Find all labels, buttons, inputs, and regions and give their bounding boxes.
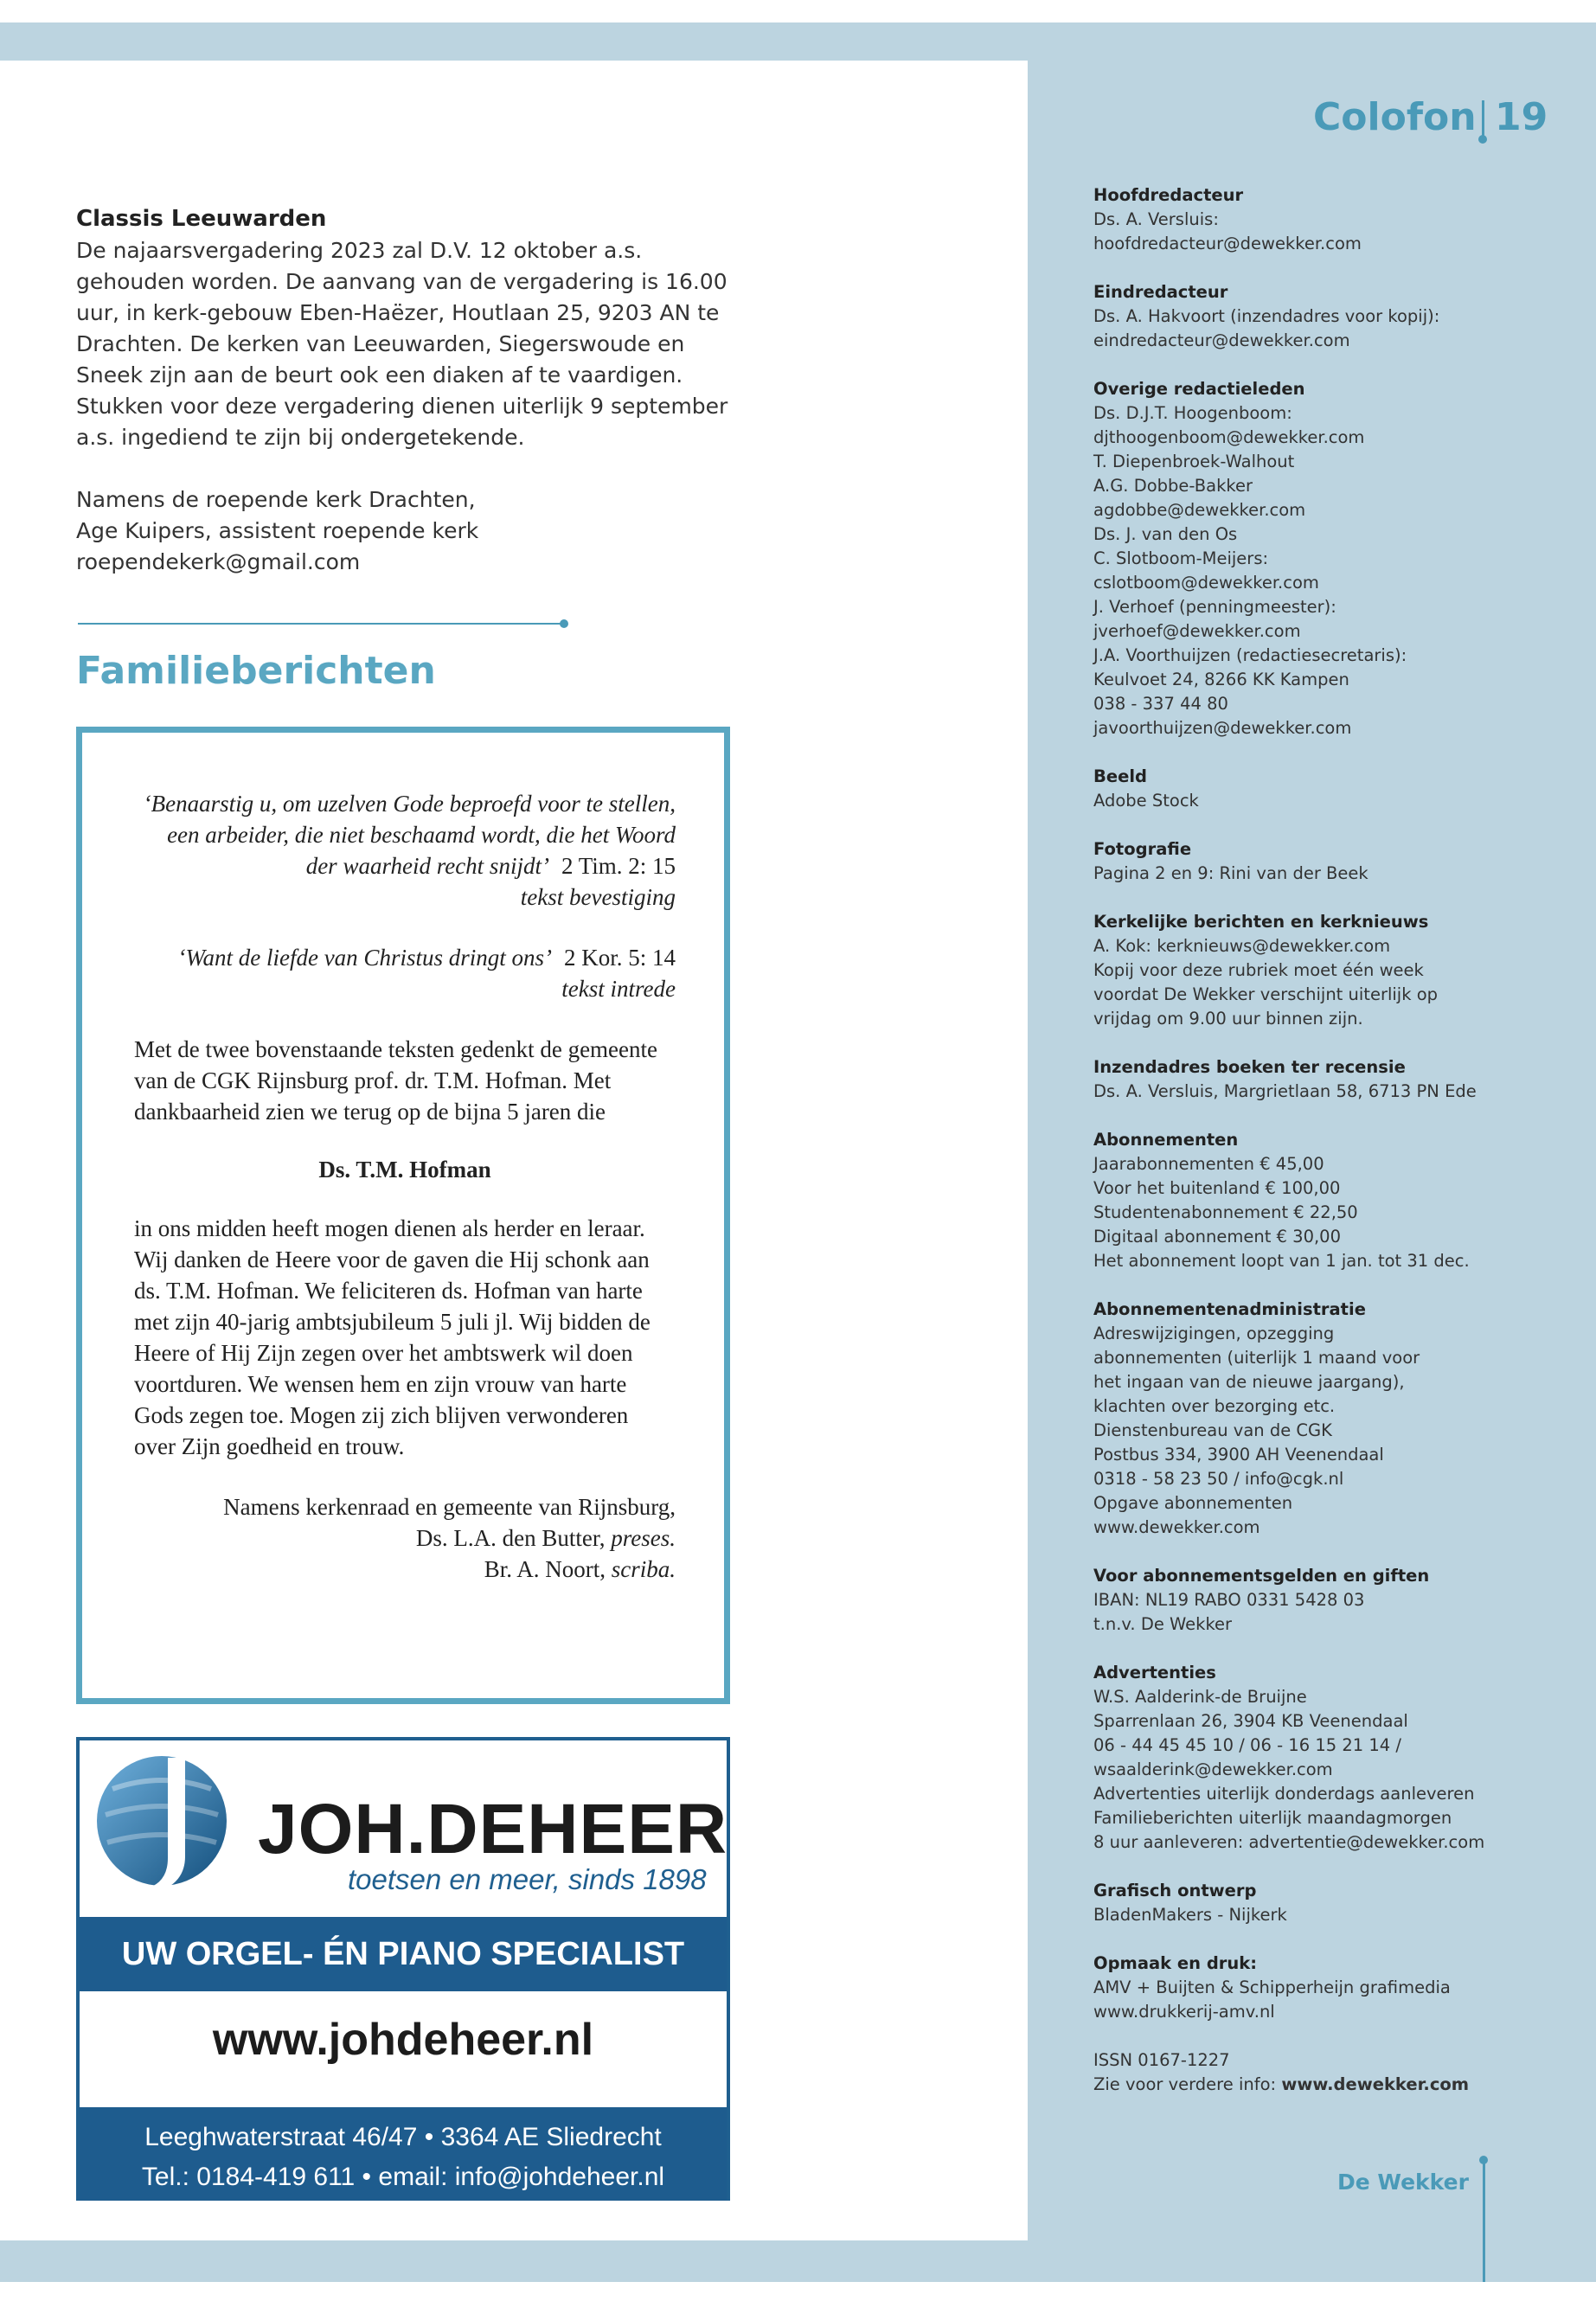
quote-reference: 2 Kor. 5: 14	[563, 945, 676, 971]
colofon-block	[1093, 377, 1526, 740]
specialist-banner: UW ORGEL- ÉN PIANO SPECIALIST	[80, 1917, 727, 1991]
block-line: J. Verhoef (penningmeester):	[1093, 597, 1336, 617]
closing-line	[134, 1522, 676, 1554]
block-line: Digitaal abonnement € 30,00	[1093, 1227, 1341, 1247]
block-line: A.G. Dobbe-Bakker	[1093, 476, 1253, 496]
block-title: Hoofdredacteur	[1093, 185, 1244, 205]
block-line: W.S. Aalderink-de Bruijne	[1093, 1687, 1307, 1707]
closing-line: Namens kerkenraad en gemeente van Rijnsburg,	[223, 1494, 676, 1520]
brand-tagline: toetsen en meer, sinds 1898	[348, 1863, 707, 1895]
block-line: Ds. A. Hakvoort (inzendadres voor kopij):	[1093, 306, 1440, 326]
quote-reference: 2 Tim. 2: 15	[561, 853, 676, 879]
block-line: Postbus 334, 3900 AH Veenendaal	[1093, 1445, 1384, 1465]
block-line: Kopij voor deze rubriek moet één week	[1093, 960, 1424, 980]
block-line: AMV + Buijten & Schipperheijn grafimedia	[1093, 1977, 1451, 1997]
website-link[interactable]: www.johdeheer.nl	[212, 2015, 594, 2065]
heading-separator	[1482, 100, 1484, 138]
block-title: Advertenties	[1093, 1663, 1216, 1682]
signature-email: roependekerk@gmail.com	[76, 549, 361, 574]
block-email: hoofdredacteur@dewekker.com	[1093, 234, 1362, 253]
colofon-heading: Colofon	[1313, 95, 1477, 139]
block-line: Keulvoet 24, 8266 KK Kampen	[1093, 670, 1349, 689]
block-line: Advertenties uiterlijk donderdags aanleveren	[1093, 1784, 1475, 1804]
block-title: Fotografie	[1093, 839, 1192, 859]
contact-block	[80, 2107, 727, 2201]
announcement-intro: Met de twee bovenstaande teksten gedenkt de gemeente van de CGK Rijnsburg prof. dr. T.M. Hofman. Met dankbaarheid zien we terug op de bijna 5 jaren die	[134, 1036, 658, 1125]
footer-rule-dot	[1479, 2156, 1488, 2164]
block-line: djthoogenboom@dewekker.com	[1093, 427, 1365, 447]
block-line: www.dewekker.com	[1093, 1517, 1260, 1537]
block-title: Voor abonnementsgelden en giften	[1093, 1566, 1430, 1586]
block-title: Abonnementenadministratie	[1093, 1299, 1366, 1319]
footer-rule	[1483, 2159, 1485, 2282]
address-line: Leeghwaterstraat 46/47 • 3364 AE Sliedrecht	[144, 2123, 662, 2151]
closing-role: scriba.	[611, 1556, 676, 1582]
signature-line: Namens de roepende kerk Drachten,	[76, 487, 476, 512]
colofon-block	[1093, 1128, 1526, 1273]
block-title: Eindredacteur	[1093, 282, 1228, 302]
block-line: t.n.v. De Wekker	[1093, 1614, 1233, 1634]
colofon-list	[1093, 183, 1526, 2121]
block-line: Voor het buitenland € 100,00	[1093, 1178, 1341, 1198]
family-announcement	[76, 727, 730, 1704]
block-title: Beeld	[1093, 766, 1147, 786]
block-line: Sparrenlaan 26, 3904 KB Veenendaal	[1093, 1711, 1408, 1731]
info-prefix: Zie voor verdere info:	[1093, 2074, 1277, 2094]
classis-paragraph: De najaarsvergadering 2023 zal D.V. 12 oktober a.s. gehouden worden. De aanvang van de vergadering is 16.00 uur, in kerk-gebouw Eben-Haëzer, Houtlaan 25, 9203 AN te Drachten. De kerken van Leeuwarden, Siegerswoude en Sneek zijn aan de beurt ook een diaken af te vaardigen. Stukken voor deze vergadering dienen uiterlijk 9 september a.s. ingediend te zijn bij ondergetekende.	[76, 238, 728, 450]
announcement-closing	[134, 1491, 676, 1585]
colofon-block	[1093, 1952, 1526, 2024]
block-title: Abonnementen	[1093, 1130, 1239, 1150]
johdeheer-logo-icon	[95, 1754, 228, 1898]
block-line: vrijdag om 9.00 uur binnen zijn.	[1093, 1009, 1363, 1029]
quote-text: ‘Benaarstig u, om uzelven Gode beproefd voor te stellen, een arbeider, die niet beschaamd wordt, die het Woord der waarheid recht snijdt’	[143, 791, 676, 879]
classis-signature	[76, 484, 751, 578]
block-line: IBAN: NL19 RABO 0331 5428 03	[1093, 1590, 1365, 1610]
block-line: C. Slotboom-Meijers:	[1093, 548, 1269, 568]
block-line: 06 - 44 45 45 10 / 06 - 16 15 21 14 /	[1093, 1735, 1401, 1755]
colofon-block	[1093, 1564, 1526, 1637]
closing-name: Br. A. Noort,	[484, 1556, 606, 1582]
block-line: Dienstenbureau van de CGK	[1093, 1420, 1332, 1440]
block-line: abonnementen (uiterlijk 1 maand voor	[1093, 1348, 1420, 1368]
magazine-name: De Wekker	[1337, 2170, 1469, 2195]
block-line: Familieberichten uiterlijk maandagmorgen	[1093, 1808, 1452, 1828]
block-title: Kerkelijke berichten en kerknieuws	[1093, 912, 1429, 932]
top-margin	[0, 0, 1596, 22]
block-line: J.A. Voorthuijzen (redactiesecretaris):	[1093, 645, 1407, 665]
block-line: Ds. J. van den Os	[1093, 524, 1238, 544]
block-title: Inzendadres boeken ter recensie	[1093, 1057, 1406, 1077]
block-line: klachten over bezorging etc.	[1093, 1396, 1336, 1416]
block-line: Adobe Stock	[1093, 791, 1199, 811]
block-line: Opgave abonnementen	[1093, 1493, 1293, 1513]
block-title: Overige redactieleden	[1093, 379, 1305, 399]
block-line: agdobbe@dewekker.com	[1093, 500, 1306, 520]
familieberichten-title: Familieberichten	[76, 649, 436, 693]
johdeheer-advertisement[interactable]	[76, 1737, 730, 2201]
bottom-margin	[0, 2282, 1596, 2301]
block-line: A. Kok: kerknieuws@dewekker.com	[1093, 936, 1391, 956]
colofon-block	[1093, 837, 1526, 886]
block-line: www.drukkerij-amv.nl	[1093, 2002, 1275, 2022]
block-line: Ds. D.J.T. Hoogenboom:	[1093, 403, 1292, 423]
section-divider	[78, 623, 566, 625]
block-email: eindredacteur@dewekker.com	[1093, 330, 1350, 350]
colofon-block	[1093, 765, 1526, 813]
closing-line	[134, 1554, 676, 1585]
block-line: jverhoef@dewekker.com	[1093, 621, 1301, 641]
honoree-name: Ds. T.M. Hofman	[318, 1157, 491, 1183]
colofon-block	[1093, 1661, 1526, 1855]
block-title: Grafisch ontwerp	[1093, 1881, 1257, 1900]
block-line: T. Diepenbroek-Walhout	[1093, 452, 1295, 471]
announcement-body: in ons midden heeft mogen dienen als herder en leraar. Wij danken de Heere voor de gaven die Hij schonk aan ds. T.M. Hofman. We feliciteren ds. Hofman van harte met zijn 40-jarig ambtsjubileum 5 juli jl. Wij bidden de Heere of Hij Zijn zegen over het ambtswerk wil doen voortduren. We wensen hem en zijn vrouw van harte Gods zegen toe. Mogen zij zich blijven verwonderen over Zijn goedheid en trouw.	[134, 1215, 651, 1459]
colofon-block	[1093, 1055, 1526, 1104]
brand-name: JOH.DEHEER	[258, 1790, 728, 1868]
block-line: wsaalderink@dewekker.com	[1093, 1759, 1333, 1779]
closing-role: preses.	[611, 1525, 676, 1551]
block-title: Opmaak en druk:	[1093, 1953, 1258, 1973]
divider-dot	[560, 619, 568, 628]
block-line: cslotboom@dewekker.com	[1093, 573, 1319, 593]
classis-notice	[76, 206, 751, 578]
block-line: 038 - 337 44 80	[1093, 694, 1228, 714]
block-line: Het abonnement loopt van 1 jan. tot 31 dec.	[1093, 1251, 1470, 1271]
block-line: het ingaan van de nieuwe jaargang),	[1093, 1372, 1405, 1392]
quote-bevestiging	[134, 788, 676, 913]
block-line: Pagina 2 en 9: Rini van der Beek	[1093, 863, 1368, 883]
block-line: BladenMakers - Nijkerk	[1093, 1905, 1287, 1925]
block-line: Studentenabonnement € 22,50	[1093, 1202, 1358, 1222]
classis-title: Classis Leeuwarden	[76, 206, 327, 232]
quote-label: tekst intrede	[561, 976, 676, 1002]
colofon-block	[1093, 2048, 1526, 2097]
block-line: voordat De Wekker verschijnt uiterlijk op	[1093, 984, 1439, 1004]
block-line: Adreswijzigingen, opzegging	[1093, 1324, 1335, 1343]
quote-label: tekst bevestiging	[520, 884, 676, 910]
quote-text: ‘Want de liefde van Christus dringt ons’	[177, 945, 552, 971]
block-line: javoorthuijzen@dewekker.com	[1093, 718, 1352, 738]
colofon-block	[1093, 280, 1526, 353]
colofon-block	[1093, 1298, 1526, 1540]
info-line	[1093, 2073, 1526, 2097]
heading-separator-dot	[1478, 135, 1487, 144]
page-number: 19	[1495, 95, 1548, 139]
block-line: Ds. A. Versluis, Margrietlaan 58, 6713 PN Ede	[1093, 1081, 1477, 1101]
block-line: Ds. A. Versluis:	[1093, 209, 1219, 229]
signature-line: Age Kuipers, assistent roepende kerk	[76, 518, 479, 543]
block-line: Jaarabonnementen € 45,00	[1093, 1154, 1324, 1174]
website-link[interactable]: www.dewekker.com	[1281, 2074, 1470, 2094]
phone-email-line: Tel.: 0184-419 611 • email: info@johdeheer.nl	[141, 2163, 665, 2191]
colofon-block	[1093, 910, 1526, 1031]
issn-line: ISSN 0167-1227	[1093, 2050, 1230, 2070]
colofon-block	[1093, 183, 1526, 256]
block-line: 0318 - 58 23 50 / info@cgk.nl	[1093, 1469, 1344, 1489]
closing-name: Ds. L.A. den Butter,	[415, 1525, 606, 1551]
block-line: 8 uur aanleveren: advertentie@dewekker.com	[1093, 1832, 1485, 1852]
quote-intrede	[134, 942, 676, 1004]
colofon-block	[1093, 1879, 1526, 1927]
